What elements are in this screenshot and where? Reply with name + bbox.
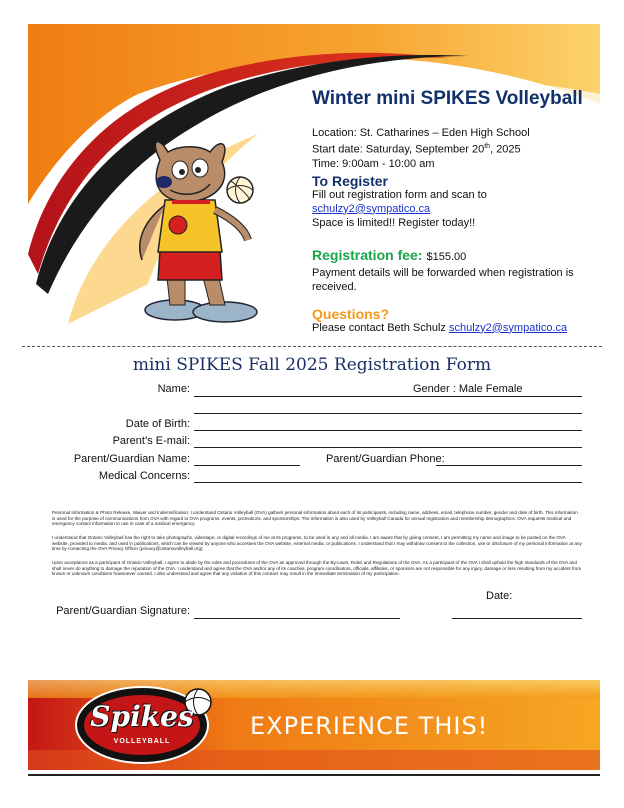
date-label: Date: — [486, 590, 513, 602]
register-note: Space is limited!! Register today!! — [312, 216, 476, 229]
cut-line-divider — [22, 346, 602, 347]
footer-bottom-rule — [28, 774, 600, 776]
spikes-logo-subtext: VOLLEYBALL — [113, 738, 171, 745]
parent-email-field-line[interactable] — [194, 447, 582, 448]
legal-paragraph-waiver: Upon acceptance as a participant of Ontario Volleyball, I agree to abide by the rules and procedures of the OVA as approved through the By-Laws, Rules and Regulations of the OVA. As a participant of the OVA I shall uphold the high standards of the OVA and shall never do anything to damage the reputation of the OVA. I understand and agree that the OVA and/or any of its coaches, program coordinators, officials, affiliates, or sponsors are not responsible for any injury, damage or loss resulting from my accident from known or unknown conditions howsoever caused. I also understand and agree that any violation of this contract may result in the immediate termination of my participation. — [52, 560, 582, 577]
start-date-text: Start date: Saturday, September 20 — [312, 143, 485, 156]
legal-paragraph-photo: I understand that Ontario Volleyball has the right to take photographs, videotape, or digital recordings of me at its programs, to be used in any and all media. I am aware that by giving consent, I am permitting my name and image to be posted on the OVA website, provided to media, and used in publications, which can be viewed by anyone who accesses the OVA website, external media, or publications. I understand that I may withdraw consent to the collection, use or disclosure of my personal information at any time by contacting the OVA Privacy Officer (privacy@ontariovolleyball.org). — [52, 535, 582, 552]
dob-field-line[interactable] — [194, 430, 582, 431]
questions-heading: Questions? — [312, 305, 390, 322]
blank-field-line[interactable] — [194, 413, 582, 414]
guardian-phone-label: Parent/Guardian Phone: — [326, 453, 445, 465]
start-date-year: , 2025 — [490, 143, 521, 156]
register-heading: To Register — [312, 172, 388, 189]
register-instruction — [312, 188, 602, 216]
event-time: Time: 9:00am - 10:00 am — [312, 157, 435, 170]
signature-label: Parent/Guardian Signature: — [56, 605, 190, 617]
medical-field-line[interactable] — [194, 482, 582, 483]
event-info-panel — [312, 88, 602, 335]
start-date-sup: th — [484, 143, 491, 150]
guardian-name-label: Parent/Guardian Name: — [73, 453, 190, 465]
name-field-line[interactable] — [194, 396, 582, 397]
fee-label: Registration fee: — [312, 246, 423, 263]
name-label: Name: — [157, 383, 190, 395]
guardian-phone-field-line[interactable] — [436, 465, 582, 466]
medical-label: Medical Concerns: — [98, 470, 190, 482]
signature-field-line[interactable] — [194, 618, 400, 619]
form-title: mini SPIKES Fall 2025 Registration Form — [132, 355, 492, 375]
event-location: Location: St. Catharines – Eden High School — [312, 127, 530, 139]
wolf-mascot-illustration — [130, 140, 280, 330]
footer-slogan: EXPERIENCE THIS! — [250, 712, 489, 740]
spikes-logo-text: Spikes — [90, 700, 194, 733]
fee-amount: $155.00 — [426, 250, 467, 263]
legal-paragraph-privacy: Personal Information & Photo Release, Waiver and Indemnification: I understand Ontario Volleyball (OVA) gathers personal information about each of its participants, including name, address, email, telephone number, gender and date of birth. This information is used for the purpose of communications from OVA with regard to OVA programs, events, promotions, and sponsorships. The information is also used by Volleyball Canada for annual registration and membership demographics. OVA requests medical and emergency contact information to use in case of a medical emergency. — [52, 510, 578, 527]
date-field-line[interactable] — [452, 618, 582, 619]
guardian-name-field-line[interactable] — [194, 465, 300, 466]
questions-contact-text: Please contact Beth Schulz — [312, 321, 449, 334]
event-start-date — [312, 140, 602, 157]
register-email-link[interactable]: schulzy2@sympatico.ca — [312, 202, 431, 215]
gender-label: Gender : Male Female — [413, 383, 523, 395]
parent-email-label: Parent’s E-mail: — [112, 435, 190, 447]
payment-note: Payment details will be forwarded when registration is received. — [312, 266, 574, 293]
questions-contact — [312, 321, 602, 335]
register-instruction-text: Fill out registration form and scan to — [312, 188, 487, 201]
dob-label: Date of Birth: — [125, 418, 190, 430]
fee-row — [312, 248, 602, 264]
questions-email-link[interactable]: schulzy2@sympatico.ca — [448, 321, 568, 334]
event-title: Winter mini SPIKES Volleyball — [312, 88, 583, 109]
